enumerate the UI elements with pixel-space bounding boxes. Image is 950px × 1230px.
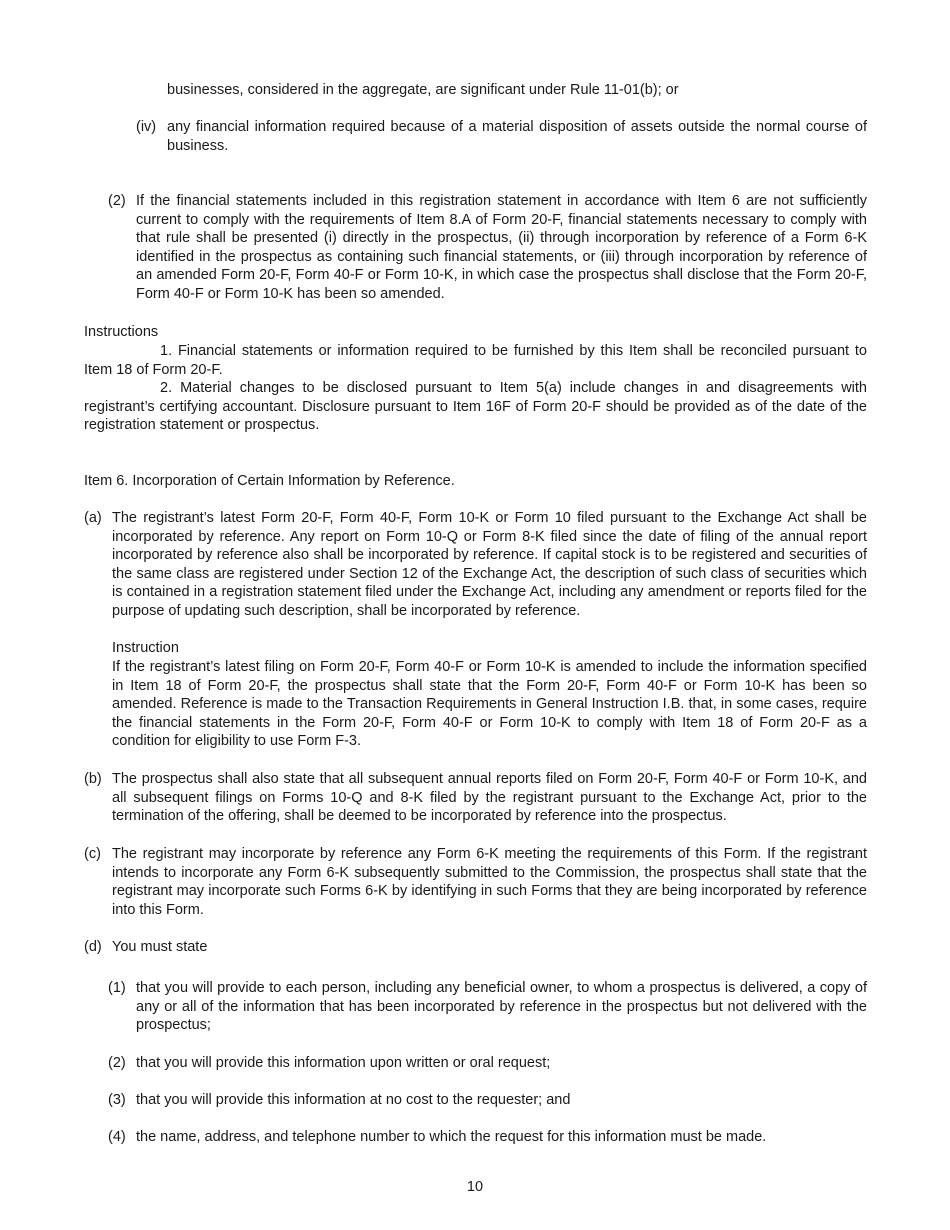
list-label: (3) — [108, 1092, 126, 1108]
list-text: that you will provide this information upon written or oral request; — [136, 1055, 551, 1071]
list-label: (c) — [84, 846, 101, 862]
list-text: The prospectus shall also state that all subsequent annual reports filed on Form 20-F, Form 40-F or Form 10-K, and all subsequent filings on Forms 10-Q and 8-K filed by the registrant pursuant to the Exchange Act, prior to the termination of the offering, shall be deemed to be incorporated by reference into the prospectus. — [112, 771, 867, 825]
item6-a — [84, 509, 867, 621]
list-label: (a) — [84, 510, 102, 526]
instruction-item-1: 1. Financial statements or information required to be furnished by this Item shall be reconciled pursuant to Item 18 of Form 20-F. — [84, 343, 867, 378]
item6-d-sub-1 — [108, 979, 867, 1035]
list-label: (2) — [108, 193, 126, 209]
list-text: the name, address, and telephone number to which the request for this information must be made. — [136, 1129, 767, 1145]
list-label: (iv) — [136, 119, 157, 135]
list-label: (1) — [108, 980, 126, 996]
item6-a-instruction-heading: Instruction — [112, 640, 179, 656]
item6-d-sub-2 — [108, 1054, 867, 1073]
list-text: You must state — [112, 939, 208, 955]
list-label: (4) — [108, 1129, 126, 1145]
list-item-iv — [136, 118, 867, 155]
continuation-text: businesses, considered in the aggregate, are significant under Rule 11-01(b); or — [167, 82, 679, 98]
list-text: that you will provide this information at no cost to the requester; and — [136, 1092, 571, 1108]
list-text: any financial information required because of a material disposition of assets outside the normal course of business. — [167, 119, 867, 154]
item6-c — [84, 845, 867, 919]
list-text: that you will provide to each person, including any beneficial owner, to whom a prospectus is delivered, a copy of any or all of the information that has been incorporated by reference in the prospectus but not delivered with the prospectus; — [136, 980, 867, 1034]
list-text: The registrant may incorporate by reference any Form 6-K meeting the requirements of this Form. If the registrant intends to incorporate any Form 6-K subsequently submitted to the Commission, the prospectus shall state that the registrant may incorporate such Forms 6-K by identifying in such Forms that they are being incorporated by reference into this Form. — [112, 846, 867, 918]
list-text: If the financial statements included in this registration statement in accordance with Item 6 are not sufficiently current to comply with the requirements of Item 8.A of Form 20-F, financial statements necessary to comply with that rule shall be presented (i) directly in the prospectus, (ii) through incorporation by reference of a Form 6-K identified in the prospectus as containing such financial statements, or (iii) through incorporation by reference of an amended Form 20-F, Form 40-F or Form 10-K, in which case the prospectus shall disclose that the Form 20-F, Form 40-F or Form 10-K has been so amended. — [136, 193, 867, 302]
item6-d-sub-4 — [108, 1128, 867, 1147]
instruction-item-2: 2. Material changes to be disclosed pursuant to Item 5(a) include changes in and disagreements with registrant’s certifying accountant. Disclosure pursuant to Item 16F of Form 20-F should be provided as of the date of the registration statement or prospectus. — [84, 380, 867, 434]
item6-b — [84, 770, 867, 826]
list-text: The registrant’s latest Form 20-F, Form 40-F, Form 10-K or Form 10 filed pursuant to the Exchange Act shall be incorporated by reference. Any report on Form 10-Q or Form 8-K filed since the date of filing of the annual report incorporated by reference also shall be incorporated by reference. If capital stock is to be registered and securities of the same class are registered under Section 12 of the Exchange Act, the description of such class of securities which is contained in a registration statement filed under the Exchange Act, including any amendment or reports filed for the purpose of updating such description, shall be incorporated by reference. — [112, 510, 867, 619]
list-label: (2) — [108, 1055, 126, 1071]
item6-d-sub-3 — [108, 1091, 867, 1110]
list-label: (d) — [84, 939, 102, 955]
item6-a-instruction-text: If the registrant’s latest filing on Form 20-F, Form 40-F or Form 10-K is amended to include the information specified in Item 18 of Form 20-F, the prospectus shall state that the Form 20-F, Form 40-F or Form 10-K has been so amended. Reference is made to the Transaction Requirements in General Instruction I.B. that, in some cases, require the financial statements in the Form 20-F, Form 40-F or Form 10-K to comply with Item 18 of Form 20-F as a condition for eligibility to use Form F-3. — [112, 659, 867, 750]
instructions-heading: Instructions — [84, 324, 159, 340]
page-number: 10 — [466, 1179, 484, 1195]
item6-heading: Item 6. Incorporation of Certain Information by Reference. — [84, 473, 455, 489]
item6-d — [84, 938, 867, 957]
list-item-2 — [108, 192, 867, 304]
list-label: (b) — [84, 771, 102, 787]
